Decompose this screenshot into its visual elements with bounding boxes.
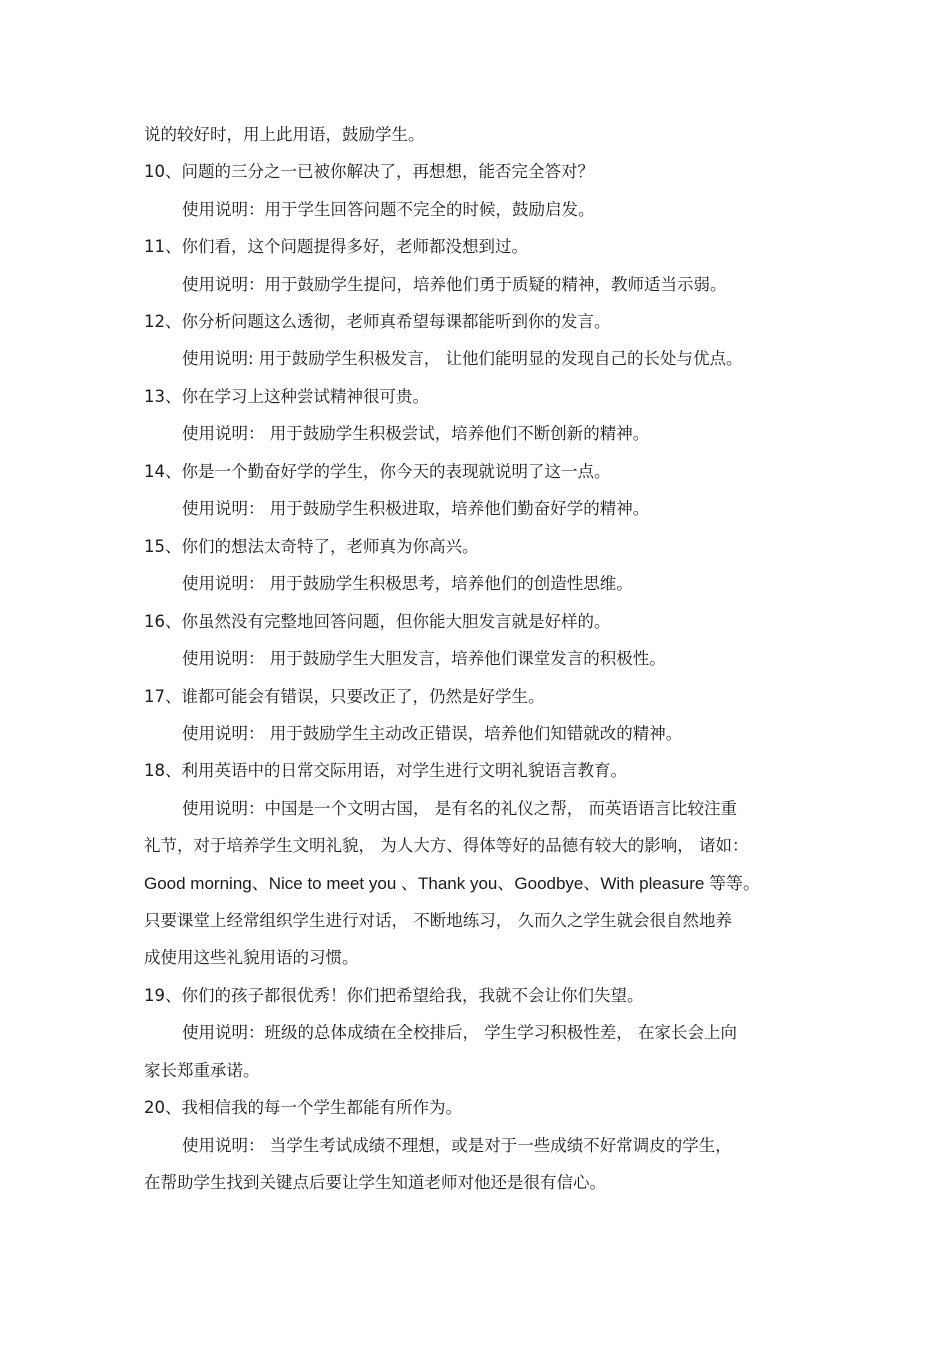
paragraph-line: 礼节，对于培养学生文明礼貌， 为人大方、得体等好的品德有较大的影响， 诸如： <box>144 836 749 855</box>
usage-note: 使用说明： 用于鼓励学生大胆发言，培养他们课堂发言的积极性。 <box>182 649 666 668</box>
usage-note: 使用说明：用于鼓励学生提问，培养他们勇于质疑的精神，教师适当示弱。 <box>182 275 727 294</box>
item-heading: 14、你是一个勤奋好学的学生，你今天的表现就说明了这一点。 <box>144 462 611 481</box>
item-heading: 16、你虽然没有完整地回答问题，但你能大胆发言就是好样的。 <box>144 612 611 631</box>
paragraph-line: 只要课堂上经常组织学生进行对话， 不断地练习， 久而久之学生就会很自然地养 <box>144 911 732 930</box>
usage-note: 使用说明: 用于鼓励学生积极发言， 让他们能明显的发现自己的长处与优点。 <box>182 349 743 368</box>
item-heading: 12、你分析问题这么透彻，老师真希望每课都能听到你的发言。 <box>144 312 611 331</box>
item-heading: 17、谁都可能会有错误，只要改正了，仍然是好学生。 <box>144 687 545 706</box>
paragraph-line: 家长郑重承诺。 <box>144 1061 260 1080</box>
usage-note: 使用说明： 用于鼓励学生积极进取，培养他们勤奋好学的精神。 <box>182 499 650 518</box>
item-heading: 10、问题的三分之一已被你解决了，再想想，能否完全答对？ <box>144 162 594 181</box>
item-heading: 15、你们的想法太奇特了，老师真为你高兴。 <box>144 537 479 556</box>
usage-note: 使用说明：用于学生回答问题不完全的时候，鼓励启发。 <box>182 200 595 219</box>
item-heading: 13、你在学习上这种尝试精神很可贵。 <box>144 387 429 406</box>
usage-note: 使用说明： 当学生考试成绩不理想，或是对于一些成绩不好常调皮的学生， <box>182 1136 732 1155</box>
paragraph-line: 在帮助学生找到关键点后要让学生知道老师对他还是很有信心。 <box>144 1173 606 1192</box>
usage-note: 使用说明： 用于鼓励学生积极尝试，培养他们不断创新的精神。 <box>182 424 650 443</box>
paragraph-line: 成使用这些礼貌用语的习惯。 <box>144 948 359 967</box>
usage-note: 使用说明： 用于鼓励学生积极思考，培养他们的创造性思维。 <box>182 574 633 593</box>
usage-note: 使用说明：班级的总体成绩在全校排后， 学生学习积极性差， 在家长会上向 <box>182 1023 737 1042</box>
english-phrases-line: Good morning、Nice to meet you 、Thank you、Goodbye、With pleasure 等等。 <box>144 874 761 893</box>
usage-note: 使用说明： 用于鼓励学生主动改正错误，培养他们知错就改的精神。 <box>182 724 683 743</box>
item-heading: 18、利用英语中的日常交际用语，对学生进行文明礼貌语言教育。 <box>144 761 627 780</box>
item-heading: 11、你们看，这个问题提得多好，老师都没想到过。 <box>144 237 528 256</box>
usage-note: 使用说明：中国是一个文明古国， 是有名的礼仪之帮， 而英语语言比较注重 <box>182 799 737 818</box>
paragraph-line: 说的较好时，用上此用语，鼓励学生。 <box>144 125 425 144</box>
item-heading: 20、我相信我的每一个学生都能有所作为。 <box>144 1098 462 1117</box>
item-heading: 19、你们的孩子都很优秀！你们把希望给我，我就不会让你们失望。 <box>144 986 644 1005</box>
